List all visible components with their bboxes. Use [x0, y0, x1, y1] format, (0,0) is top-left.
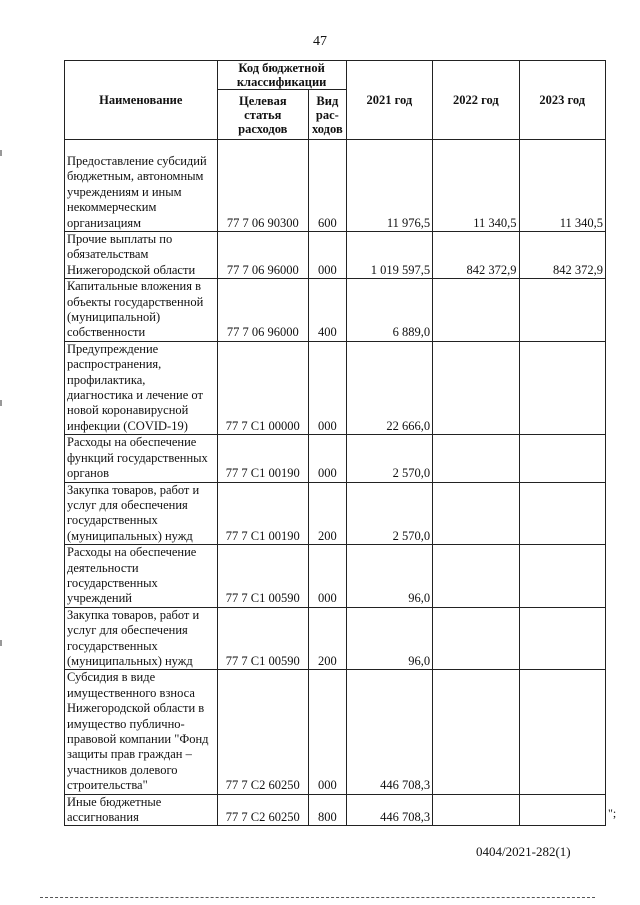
row-name: Капитальные вложения в объекты государственной (муниципальной) собственности: [65, 279, 218, 342]
header-year-2023: 2023 год: [519, 61, 605, 140]
row-expense-type: 200: [309, 482, 347, 545]
row-amount-2022: [433, 341, 519, 434]
row-amount-2022: [433, 279, 519, 342]
header-name: Наименование: [65, 61, 218, 140]
row-name: Предоставление субсидий бюджетным, автономным учреждениям и иным некоммерческим организациям: [65, 140, 218, 232]
row-amount-2023: [519, 435, 605, 482]
row-name: Прочие выплаты по обязательствам Нижегородской области: [65, 232, 218, 279]
budget-table: [64, 60, 606, 826]
row-expense-type: 000: [309, 435, 347, 482]
row-amount-2022: [433, 482, 519, 545]
row-amount-2023: [519, 482, 605, 545]
header-row-top: [65, 61, 606, 90]
row-amount-2022: [433, 607, 519, 670]
row-amount-2022: [433, 794, 519, 826]
row-target-article: 77 7 C2 60250: [217, 794, 309, 826]
row-amount-2022: 842 372,9: [433, 232, 519, 279]
table-row: [65, 435, 606, 482]
row-target-article: 77 7 C1 00590: [217, 545, 309, 608]
row-amount-2022: [433, 435, 519, 482]
header-code-group: Код бюджетной классификации: [217, 61, 346, 90]
closing-quote: ";: [608, 806, 617, 820]
header-expense-type: Вид рас-ходов: [309, 90, 347, 140]
row-amount-2021: 11 976,5: [346, 140, 432, 232]
margin-mark: [0, 640, 2, 646]
row-target-article: 77 7 C1 00590: [217, 607, 309, 670]
row-amount-2023: [519, 670, 605, 794]
row-amount-2021: 96,0: [346, 545, 432, 608]
row-amount-2021: 2 570,0: [346, 435, 432, 482]
margin-mark: [0, 400, 2, 406]
row-amount-2022: 11 340,5: [433, 140, 519, 232]
row-name: Иные бюджетные ассигнования: [65, 794, 218, 826]
row-amount-2023: 842 372,9: [519, 232, 605, 279]
page-number: 47: [313, 34, 327, 49]
table-row: [65, 670, 606, 794]
document-code: 0404/2021-282(1): [476, 844, 571, 859]
table-row: [65, 279, 606, 342]
row-name: Закупка товаров, работ и услуг для обеспечения государственных (муниципальных) нужд: [65, 482, 218, 545]
row-amount-2023: 11 340,5: [519, 140, 605, 232]
table-row: [65, 140, 606, 232]
row-amount-2021: 2 570,0: [346, 482, 432, 545]
row-expense-type: 800: [309, 794, 347, 826]
row-target-article: 77 7 C1 00190: [217, 435, 309, 482]
row-expense-type: 600: [309, 140, 347, 232]
row-expense-type: 000: [309, 545, 347, 608]
row-amount-2023: [519, 279, 605, 342]
table-row: [65, 482, 606, 545]
header-year-2022: 2022 год: [433, 61, 519, 140]
row-name: Предупреждение распространения, профилактика, диагностика и лечение от новой коронавирусной инфекции (COVID-19): [65, 341, 218, 434]
row-amount-2021: 1 019 597,5: [346, 232, 432, 279]
row-amount-2023: [519, 794, 605, 826]
row-amount-2022: [433, 670, 519, 794]
row-name: Закупка товаров, работ и услуг для обеспечения государственных (муниципальных) нужд: [65, 607, 218, 670]
row-amount-2023: [519, 545, 605, 608]
row-amount-2021: 446 708,3: [346, 670, 432, 794]
bottom-rule: [40, 897, 595, 898]
row-amount-2023: [519, 607, 605, 670]
row-amount-2022: [433, 545, 519, 608]
row-target-article: 77 7 06 96000: [217, 232, 309, 279]
header-year-2021: 2021 год: [346, 61, 432, 140]
margin-mark: [0, 150, 2, 156]
table-row: [65, 794, 606, 826]
table-row: [65, 607, 606, 670]
header-target-article: Целевая статья расходов: [217, 90, 309, 140]
row-target-article: 77 7 C1 00190: [217, 482, 309, 545]
row-expense-type: 000: [309, 670, 347, 794]
row-amount-2023: [519, 341, 605, 434]
row-name: Расходы на обеспечение функций государственных органов: [65, 435, 218, 482]
row-target-article: 77 7 06 90300: [217, 140, 309, 232]
row-target-article: 77 7 C1 00000: [217, 341, 309, 434]
row-amount-2021: 6 889,0: [346, 279, 432, 342]
table-body: [65, 140, 606, 826]
table-row: [65, 545, 606, 608]
table-row: [65, 232, 606, 279]
row-amount-2021: 96,0: [346, 607, 432, 670]
row-name: Расходы на обеспечение деятельности государственных учреждений: [65, 545, 218, 608]
table-row: [65, 341, 606, 434]
row-expense-type: 000: [309, 341, 347, 434]
row-target-article: 77 7 06 96000: [217, 279, 309, 342]
row-amount-2021: 446 708,3: [346, 794, 432, 826]
row-name: Субсидия в виде имущественного взноса Нижегородской области в имущество публично-правовой компании "Фонд защиты прав граждан – участников долевого строительства": [65, 670, 218, 794]
row-expense-type: 000: [309, 232, 347, 279]
row-amount-2021: 22 666,0: [346, 341, 432, 434]
row-target-article: 77 7 C2 60250: [217, 670, 309, 794]
row-expense-type: 400: [309, 279, 347, 342]
row-expense-type: 200: [309, 607, 347, 670]
